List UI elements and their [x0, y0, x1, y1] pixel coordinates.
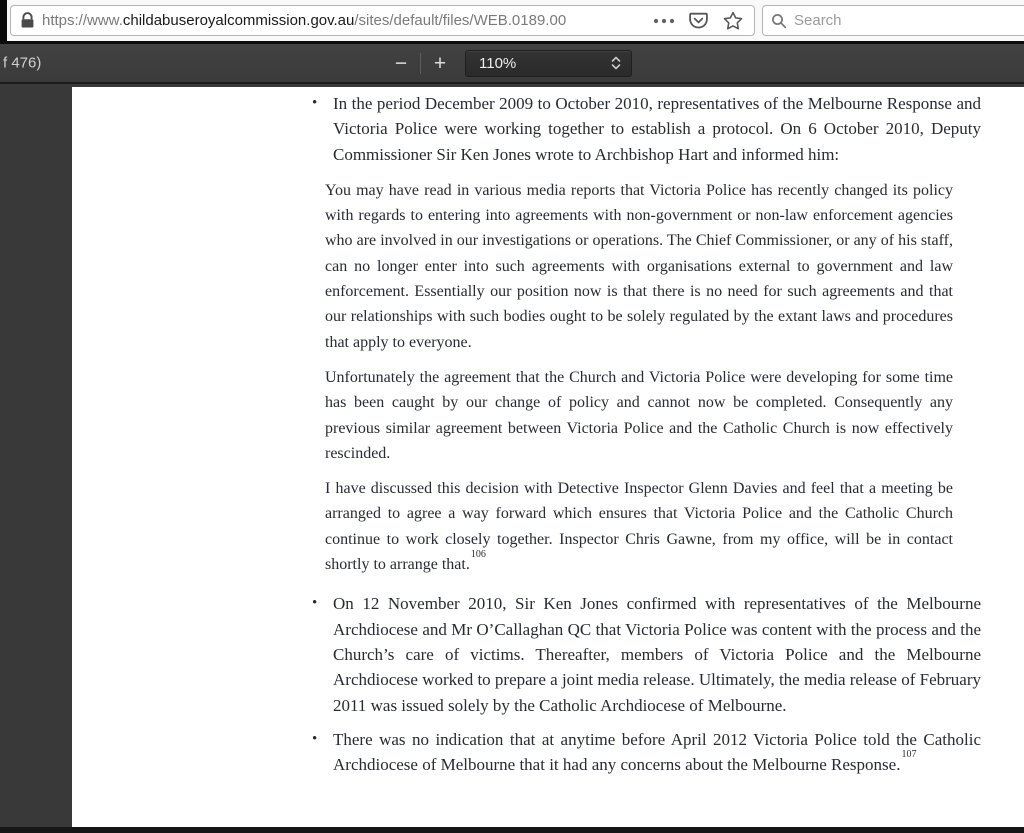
browser-toolbar	[0, 0, 1024, 41]
bookmark-star-icon[interactable]	[722, 10, 744, 32]
paragraph-text: In the period December 2009 to October 2010, representatives of the Melbourne Response and Victoria Police were working together to establish a protocol. On 6 October 2010, Deputy Commissioner Sir Ken Jones wrote to Archbishop Hart and informed him:	[333, 94, 981, 164]
footnote-reference: 106	[470, 548, 486, 560]
address-bar[interactable]	[10, 5, 755, 36]
list-item	[310, 727, 981, 778]
url-fade-overlay	[609, 6, 647, 35]
zoom-level-value: 110%	[479, 54, 517, 72]
url-path: /sites/default/files/WEB.0189.00	[354, 12, 567, 29]
list-item	[310, 591, 981, 717]
page-count-indicator: f 476)	[3, 54, 42, 72]
zoom-controls	[390, 44, 632, 82]
select-stepper-icon	[611, 55, 621, 71]
zoom-level-select[interactable]	[465, 50, 632, 77]
paragraph-text: You may have read in various media reports that Victoria Police has recently changed its policy with regards to entering into agreements with non-government or non-law enforcement agencies who are involved in our investigations or operations. The Chief Commissioner, or any of his staff, can no longer enter into such agreements with organisations external to government and law enforcement. Essentially our position now is that there is no need for such agreements and that our relationships with such bodies ought to be solely regulated by the extant laws and procedures that apply to everyone.	[325, 181, 953, 351]
zoom-in-button[interactable]: +	[429, 53, 451, 74]
blockquote-paragraph	[325, 476, 953, 577]
url-text[interactable]	[42, 6, 647, 35]
bullet-marker: •	[312, 95, 318, 111]
search-icon	[771, 13, 787, 29]
pdf-content-area[interactable]	[0, 84, 1024, 833]
pocket-save-icon[interactable]	[688, 10, 709, 31]
pdf-viewer-toolbar	[0, 41, 1024, 84]
paragraph-text: I have discussed this decision with Detective Inspector Glenn Davies and feel that a meeting be arranged to agree a way forward which ensures that Victoria Police and the Catholic Church continue to work closely together. Inspector Chris Gawne, from my office, will be in contact shortly to arrange that.	[325, 480, 953, 574]
document-page	[72, 87, 1024, 827]
url-scheme: https://www.	[42, 12, 123, 29]
bullet-marker: •	[312, 730, 318, 747]
paragraph-text: On 12 November 2010, Sir Ken Jones confirmed with representatives of the Melbourne Archdiocese and Mr O’Callaghan QC that Victoria Police was content with the process and the Church’s care of victims. Thereafter, members of Victoria Police and the Melbourne Archdiocese worked to prepare a joint media release. Ultimately, the media release of February 2011 was issued solely by the Catholic Archdiocese of Melbourne.	[333, 594, 981, 715]
list-item	[310, 91, 981, 167]
blockquote-paragraph	[325, 178, 953, 355]
lock-icon	[20, 12, 35, 29]
screen-bottom-edge	[0, 827, 1024, 833]
bullet-marker: •	[312, 595, 318, 612]
paragraph-text: Unfortunately the agreement that the Church and Victoria Police were developing for some time has been caught by our change of policy and cannot now be completed. Consequently any previous similar agreement between Victoria Police and the Catholic Church is now effectively rescinded.	[325, 368, 953, 462]
search-input[interactable]	[794, 12, 1023, 29]
url-domain: childabuseroyalcommission.gov.au	[122, 12, 355, 29]
blockquote-paragraph	[325, 365, 953, 466]
page-actions-icon[interactable]	[653, 18, 675, 24]
zoom-out-button[interactable]: −	[390, 53, 412, 74]
toolbar-divider	[420, 53, 421, 74]
paragraph-text: There was no indication that at anytime before April 2012 Victoria Police told the Catholic Archdiocese of Melbourne that it had any concerns about the Melbourne Response.	[333, 729, 981, 775]
window-edge-strip	[0, 0, 7, 41]
search-box[interactable]	[762, 5, 1024, 36]
footnote-reference: 107	[901, 749, 917, 761]
